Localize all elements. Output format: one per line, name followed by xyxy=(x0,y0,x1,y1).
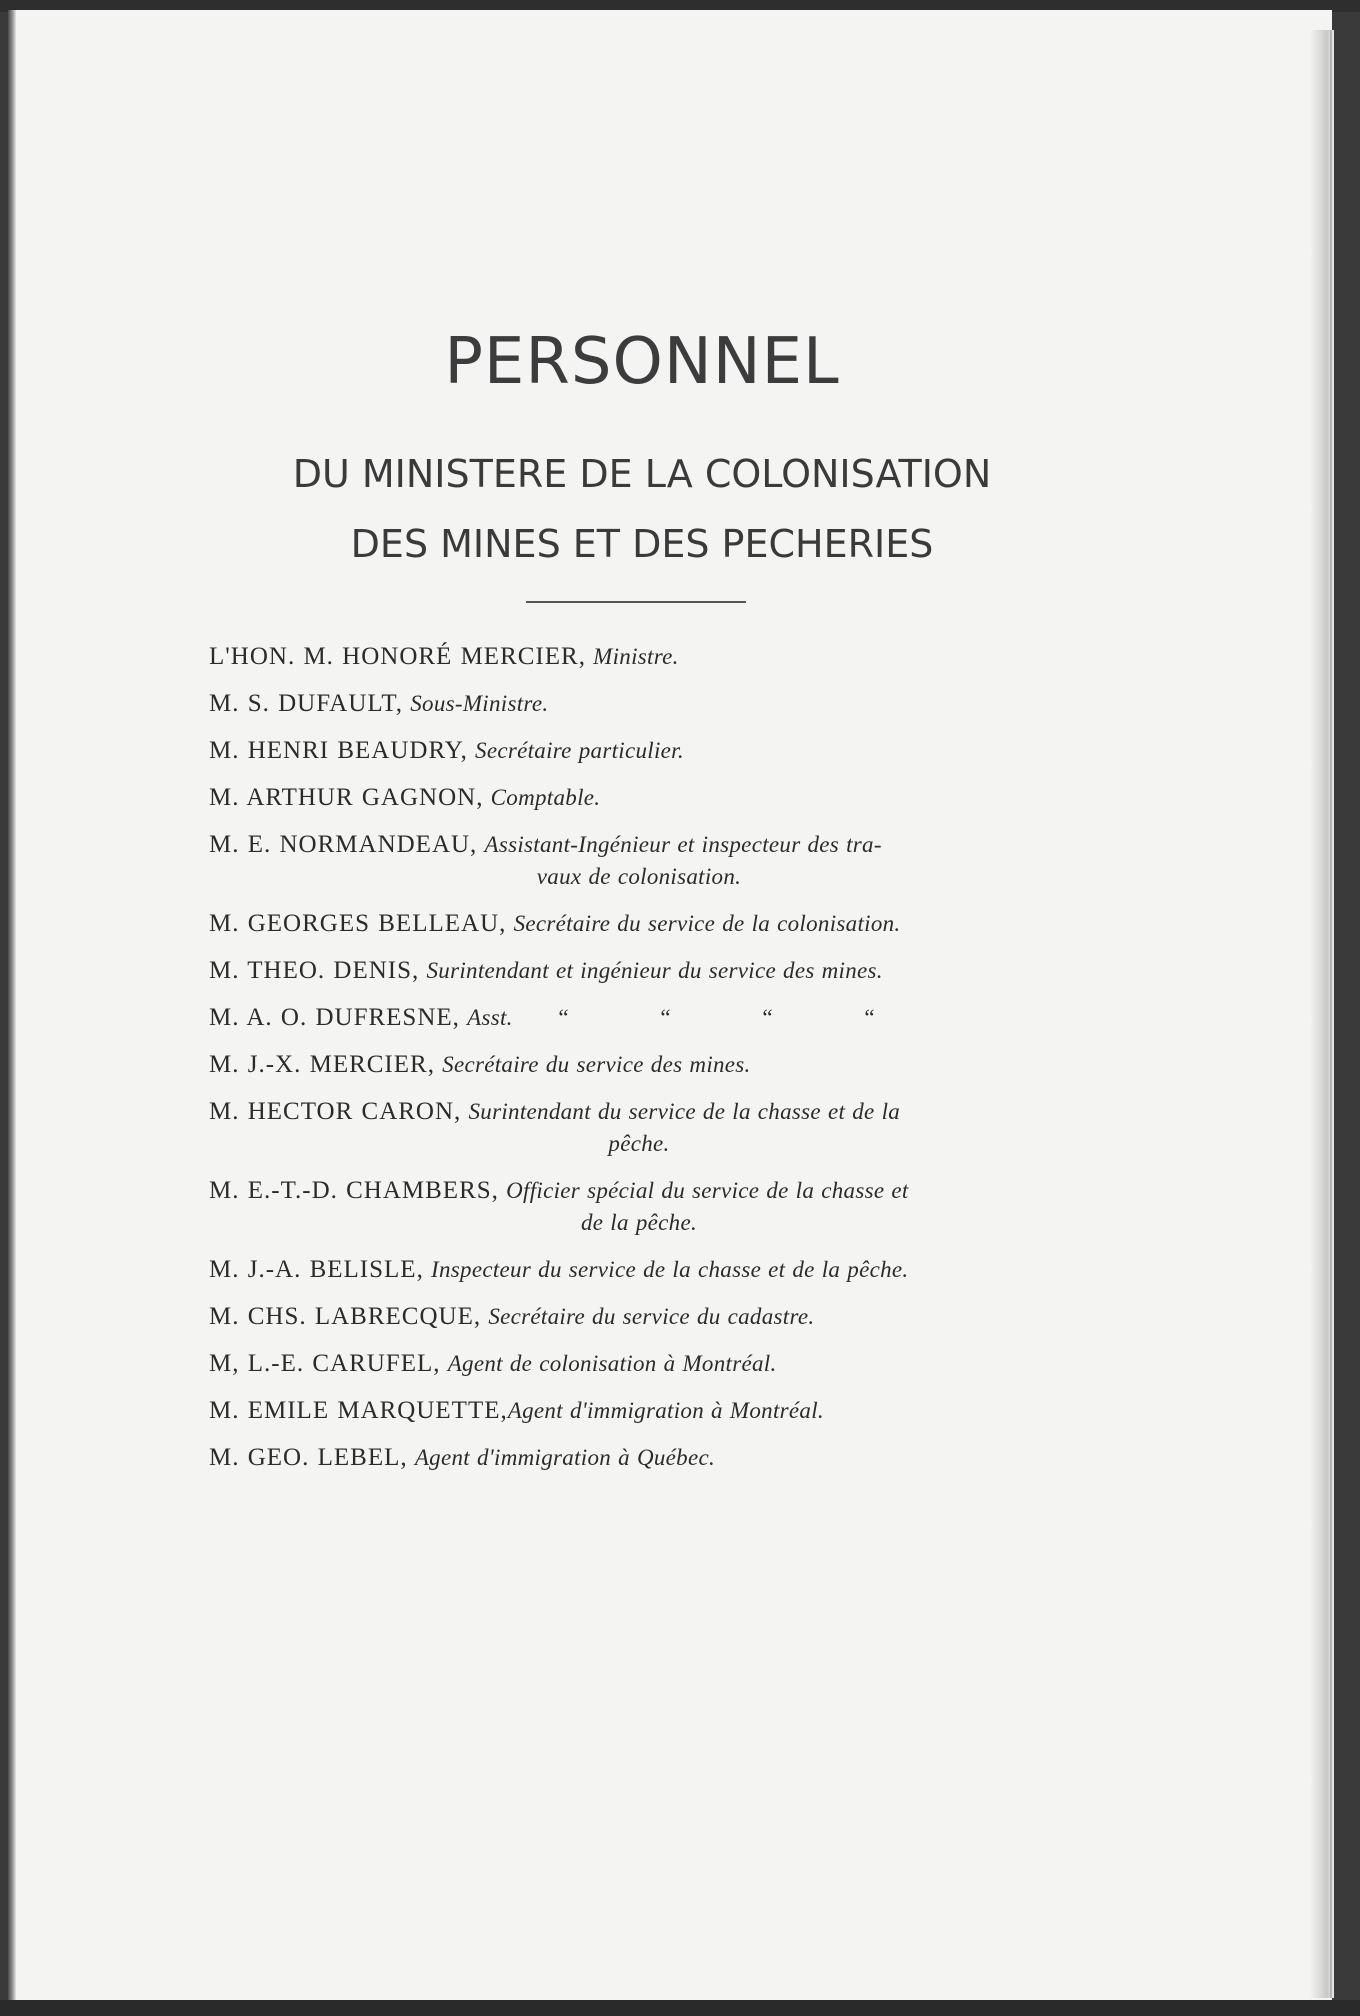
staff-role-continuation: de la pêche. xyxy=(580,1210,698,1235)
staff-entry xyxy=(209,728,1069,768)
staff-role: Secrétaire du service du cadastre. xyxy=(488,1304,815,1329)
staff-entry xyxy=(209,995,1069,1035)
staff-role: Asst. xyxy=(467,1005,513,1030)
staff-entry xyxy=(209,1341,1069,1381)
staff-entry xyxy=(209,1435,1069,1475)
staff-name: M. A. O. DUFRESNE, xyxy=(209,1004,460,1031)
staff-role: Surintendant du service de la chasse et de la xyxy=(468,1099,901,1124)
staff-name: M. GEO. LEBEL, xyxy=(209,1444,408,1471)
staff-entry xyxy=(209,1247,1069,1287)
staff-entry xyxy=(209,1042,1069,1082)
ditto-mark: “ xyxy=(660,1005,671,1030)
staff-role-continuation: pêche. xyxy=(608,1131,670,1156)
staff-role: Inspecteur du service de la chasse et de la pêche. xyxy=(431,1257,909,1282)
staff-role: Secrétaire particulier. xyxy=(475,738,684,763)
staff-name: M. J.-X. MERCIER, xyxy=(209,1051,435,1078)
staff-entry xyxy=(209,948,1069,988)
staff-name: M. HENRI BEAUDRY, xyxy=(209,737,468,764)
staff-name: M. CHS. LABRECQUE, xyxy=(209,1303,482,1330)
staff-name: M, L.-E. CARUFEL, xyxy=(209,1350,441,1377)
staff-entry xyxy=(209,775,1069,815)
staff-role: Secrétaire du service des mines. xyxy=(442,1052,751,1077)
staff-entry xyxy=(209,901,1069,941)
scan-bottom-border xyxy=(0,2000,1360,2016)
ditto-mark: “ xyxy=(864,1005,875,1030)
staff-entry xyxy=(209,1168,1069,1240)
staff-role: Secrétaire du service de la colonisation. xyxy=(513,911,901,936)
staff-name: M. THEO. DENIS, xyxy=(209,957,420,984)
book-spine-edge xyxy=(8,10,16,2002)
page-stack-edge xyxy=(1310,30,1334,1998)
staff-entry xyxy=(209,634,1069,674)
staff-entry xyxy=(209,1294,1069,1334)
staff-entry xyxy=(209,1388,1069,1428)
staff-entry xyxy=(209,681,1069,721)
staff-role: Officier spécial du service de la chasse et xyxy=(506,1178,909,1203)
ministry-name-line-2: DES MINES ET DES PECHERIES xyxy=(350,522,934,566)
ministry-name-line-1: DU MINISTERE DE LA COLONISATION xyxy=(292,452,992,496)
staff-name: L'HON. M. HONORÉ MERCIER, xyxy=(209,643,586,670)
staff-entry xyxy=(209,822,1069,894)
staff-name: M. E. NORMANDEAU, xyxy=(209,831,478,858)
staff-role: Surintendant et ingénieur du service des mines. xyxy=(426,958,883,983)
staff-role: Agent d'immigration à Québec. xyxy=(414,1445,716,1470)
staff-role: Agent de colonisation à Montréal. xyxy=(447,1351,777,1376)
staff-name: M. E.-T.-D. CHAMBERS, xyxy=(209,1177,499,1204)
staff-name: M. GEORGES BELLEAU, xyxy=(209,910,507,937)
staff-role: Assistant-Ingénieur et inspecteur des tra- xyxy=(484,832,882,857)
staff-name: M. HECTOR CARON, xyxy=(209,1098,462,1125)
staff-name: M. S. DUFAULT, xyxy=(209,690,404,717)
staff-role: Comptable. xyxy=(490,785,601,810)
ditto-mark: “ xyxy=(558,1005,569,1030)
staff-name: M. EMILE MARQUETTE, xyxy=(209,1397,508,1424)
staff-role: Ministre. xyxy=(593,644,679,669)
staff-role: Sous-Ministre. xyxy=(410,691,549,716)
staff-role-continuation: vaux de colonisation. xyxy=(536,864,742,889)
staff-name: M. ARTHUR GAGNON, xyxy=(209,784,484,811)
staff-list xyxy=(209,634,1069,1482)
ditto-mark: “ xyxy=(762,1005,773,1030)
title-divider xyxy=(526,601,746,603)
staff-role: Agent d'immigration à Montréal. xyxy=(507,1398,824,1423)
staff-entry xyxy=(209,1089,1069,1161)
page-title: PERSONNEL xyxy=(444,325,840,399)
staff-name: M. J.-A. BELISLE, xyxy=(209,1256,424,1283)
